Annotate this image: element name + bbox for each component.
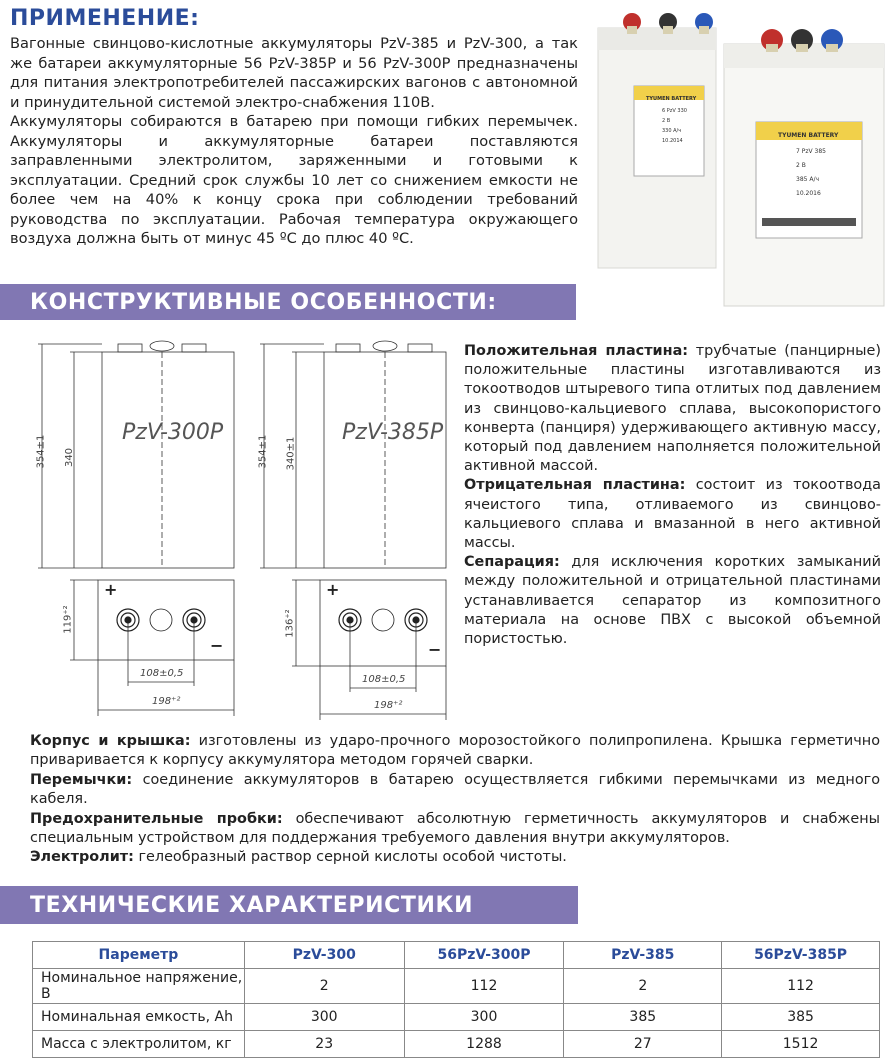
row-label: Масса с электролитом, кг xyxy=(33,1031,245,1058)
electrolyte-text: гелеобразный раствор серной кислоты особой чистоты. xyxy=(138,849,567,866)
left-plus-sign: + xyxy=(104,580,118,599)
table-cell: 1512 xyxy=(722,1031,880,1058)
technical-drawings xyxy=(30,336,456,726)
specs-banner xyxy=(0,886,578,924)
header-pzv300: PzV-300 xyxy=(244,942,404,969)
electrolyte-detail xyxy=(30,848,880,867)
table-row xyxy=(33,1004,880,1031)
table-cell: 27 xyxy=(564,1031,722,1058)
right-height-body: 340±1 xyxy=(285,436,297,471)
right-depth-label: 136⁺² xyxy=(284,609,296,638)
negative-plate-title: Отрицательная пластина: xyxy=(464,477,686,494)
table-row xyxy=(33,969,880,1004)
back-voltage-label: 2 В xyxy=(662,118,671,124)
right-terminal-spacing: 108±0,5 xyxy=(362,674,406,685)
plugs-text: обеспечивают абсолютную герметичность аккумуляторов и снабжены специальным устройством для поддержания требуемого давления внутри аккумуляторов. xyxy=(30,810,880,847)
separation xyxy=(464,553,881,649)
case-text: изготовлены из ударо-прочного морозостойкого полипропилена. Крышка герметично приваривается к корпусу аккумулятора методом горячей сварки. xyxy=(30,733,880,769)
right-model-label: PzV-385P xyxy=(342,420,444,445)
left-model-label: PzV-300P xyxy=(122,420,224,445)
front-date-label: 10.2016 xyxy=(796,190,821,197)
left-terminal-spacing: 108±0,5 xyxy=(140,668,184,679)
header-parameter: Пареметр xyxy=(33,942,245,969)
right-width-label: 198⁺² xyxy=(374,700,403,711)
left-minus-sign: − xyxy=(210,636,224,655)
application-paragraph-2: Аккумуляторы собираются в батарею при помощи гибких перемычек. Аккумуляторы и аккумуляторные батареи поставляются заправленными электролитом, заряженными и готовыми к эксплуатации. Средний срок службы 10 лет со снижением емкости не более чем на 40% к концу срока при соблюдении требований руководства по эксплуатации. Рабочая температура окружающего воздуха должна быть от минус 45 ºС до плюс 40 ºС. xyxy=(10,113,578,247)
row-label: Номинальное напряжение, В xyxy=(33,969,245,1004)
table-cell: 112 xyxy=(404,969,564,1004)
left-height-body: 340 xyxy=(64,447,76,468)
negative-plate xyxy=(464,476,881,553)
front-voltage-label: 2 В xyxy=(796,162,806,169)
separation-title: Сепарация: xyxy=(464,554,560,571)
header-56pzv385p: 56PzV-385P xyxy=(722,942,880,969)
specs-table-wrapper xyxy=(32,941,880,1058)
left-height-total: 354±1 xyxy=(35,434,47,469)
application-paragraph-1: Вагонные свинцово-кислотные аккумуляторы PzV-385 и PzV-300, а так же батареи аккумуляторные 56 PzV-385P и 56 PzV-300P предназначены для питания электропотребителей пассажирских вагонов с автономной и принудительной системой электро-снабжения 110В. xyxy=(10,35,578,111)
details-text xyxy=(30,732,880,868)
specs-header-row xyxy=(33,942,880,969)
plugs-title: Предохранительные пробки: xyxy=(30,810,283,827)
electrolyte-title: Электролит: xyxy=(30,849,134,866)
positive-plate-title: Положительная пластина: xyxy=(464,343,689,359)
construction-heading: КОНСТРУКТИВНЫЕ ОСОБЕННОСТИ: xyxy=(30,289,497,315)
jumpers-detail xyxy=(30,771,880,810)
left-depth-label: 119⁺² xyxy=(62,605,74,634)
header-56pzv300p: 56PzV-300P xyxy=(404,942,564,969)
specs-table xyxy=(32,941,880,1058)
jumpers-title: Перемычки: xyxy=(30,771,133,788)
table-cell: 2 xyxy=(244,969,404,1004)
application-text xyxy=(10,34,578,249)
table-cell: 1288 xyxy=(404,1031,564,1058)
table-cell: 23 xyxy=(244,1031,404,1058)
front-capacity-label: 385 А/ч xyxy=(796,176,820,183)
negative-plate-text: состоит из токоотвода ячеистого типа, отливаемого из свинцово-кальциевого сплава и вмазанной в него активной массы. xyxy=(464,477,881,552)
back-capacity-label: 330 А/ч xyxy=(662,128,682,134)
left-width-label: 198⁺² xyxy=(152,696,181,707)
table-cell: 300 xyxy=(404,1004,564,1031)
positive-plate xyxy=(464,342,881,476)
table-row xyxy=(33,1031,880,1058)
application-heading: ПРИМЕНЕНИЕ: xyxy=(10,6,200,31)
front-model-label: 7 PzV 385 xyxy=(796,148,826,155)
right-height-total: 354±1 xyxy=(257,434,269,469)
case-title: Корпус и крышка: xyxy=(30,733,191,749)
table-cell: 385 xyxy=(564,1004,722,1031)
right-plus-sign: + xyxy=(326,580,340,599)
table-cell: 2 xyxy=(564,969,722,1004)
row-label: Номинальная емкость, Ah xyxy=(33,1004,245,1031)
back-model-label: 6 PzV 330 xyxy=(662,108,687,114)
back-date-label: 10.2014 xyxy=(662,138,683,144)
table-cell: 385 xyxy=(722,1004,880,1031)
table-cell: 112 xyxy=(722,969,880,1004)
case-detail xyxy=(30,732,880,771)
right-minus-sign: − xyxy=(428,640,442,659)
construction-banner xyxy=(0,284,576,320)
positive-plate-text: трубчатые (панцирные) положительные пластины изготавливаются из токоотводов штыревого типа отлитых под давлением из свинцово-кальциевого сплава, высокопористого конверта (панциря) удерживающего активную массу, который под давлением наполняется положительной активной массой. xyxy=(464,343,881,475)
front-brand-label: TYUMEN BATTERY xyxy=(778,132,839,139)
back-brand-label: TYUMEN BATTERY xyxy=(646,96,697,102)
plugs-detail xyxy=(30,810,880,849)
jumpers-text: соединение аккумуляторов в батарею осуществляется гибкими перемычками из медного кабеля. xyxy=(30,771,880,808)
header-pzv385: PzV-385 xyxy=(564,942,722,969)
table-cell: 300 xyxy=(244,1004,404,1031)
separation-text: для исключения коротких замыканий между положительной и отрицательной пластинами устанавливается сепаратор из композитного материала на основе ПВХ с высокой объемной пористостью. xyxy=(464,554,882,648)
specs-heading: ТЕХНИЧЕСКИЕ ХАРАКТЕРИСТИКИ xyxy=(30,892,474,918)
battery-photo xyxy=(596,8,888,308)
construction-text xyxy=(464,342,881,649)
